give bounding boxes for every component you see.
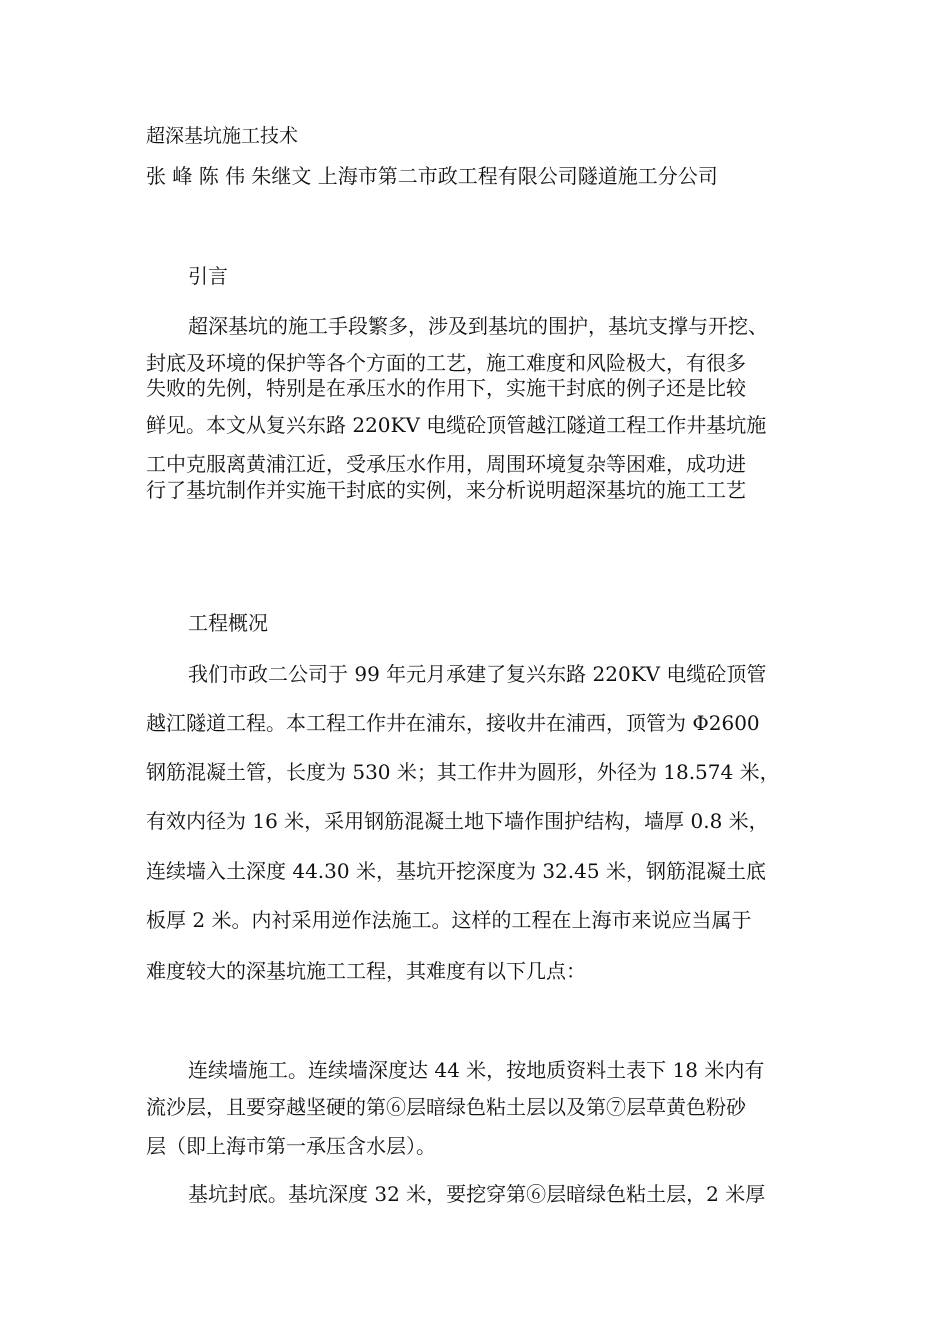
overview-line-3: 钢筋混凝土管，长度为 530 米；其工作井为圆形，外径为 18.574 米， [146,760,780,784]
intro-line-4: 鲜见。本文从复兴东路 220KV 电缆砼顶管越江隧道工程工作井基坑施 [146,413,767,437]
section-heading-overview: 工程概况 [188,611,268,635]
overview-line-2: 越江隧道工程。本工程工作井在浦东，接收井在浦西，顶管为 Φ2600 [146,711,760,735]
overview-line-4: 有效内径为 16 米，采用钢筋混凝土地下墙作围护结构，墙厚 0.8 米， [146,809,769,833]
wall-construction-line-1: 连续墙施工。连续墙深度达 44 米，按地质资料土表下 18 米内有 [188,1058,765,1082]
wall-construction-line-2: 流沙层，且要穿越坚硬的第⑥层暗绿色粘土层以及第⑦层草黄色粉砂 [146,1095,746,1119]
section-heading-introduction: 引言 [188,264,228,288]
intro-line-3: 失败的先例，特别是在承压水的作用下，实施干封底的例子还是比较 [146,376,746,400]
overview-line-6: 板厚 2 米。内衬采用逆作法施工。这样的工程在上海市来说应当属于 [146,908,752,932]
document-authors: 张 峰 陈 伟 朱继文 上海市第二市政工程有限公司隧道施工分公司 [146,164,718,188]
intro-line-5: 工中克服离黄浦江近，受承压水作用，周围环境复杂等困难，成功进 [146,452,746,476]
intro-line-1: 超深基坑的施工手段繁多，涉及到基坑的围护，基坑支撑与开挖、 [188,314,768,338]
intro-line-6: 行了基坑制作并实施干封底的实例，来分析说明超深基坑的施工工艺 [146,478,746,502]
document-title: 超深基坑施工技术 [146,125,299,147]
overview-line-5: 连续墙入土深度 44.30 米，基坑开挖深度为 32.45 米，钢筋混凝土底 [146,859,766,883]
overview-line-1: 我们市政二公司于 99 年元月承建了复兴东路 220KV 电缆砼顶管 [188,662,767,686]
pit-sealing-line-1: 基坑封底。基坑深度 32 米，要挖穿第⑥层暗绿色粘土层，2 米厚 [188,1182,766,1206]
wall-construction-line-3: 层（即上海市第一承压含水层）。 [146,1134,436,1158]
intro-line-2: 封底及环境的保护等各个方面的工艺，施工难度和风险极大，有很多 [146,351,746,375]
overview-line-7: 难度较大的深基坑施工工程，其难度有以下几点： [146,959,586,983]
